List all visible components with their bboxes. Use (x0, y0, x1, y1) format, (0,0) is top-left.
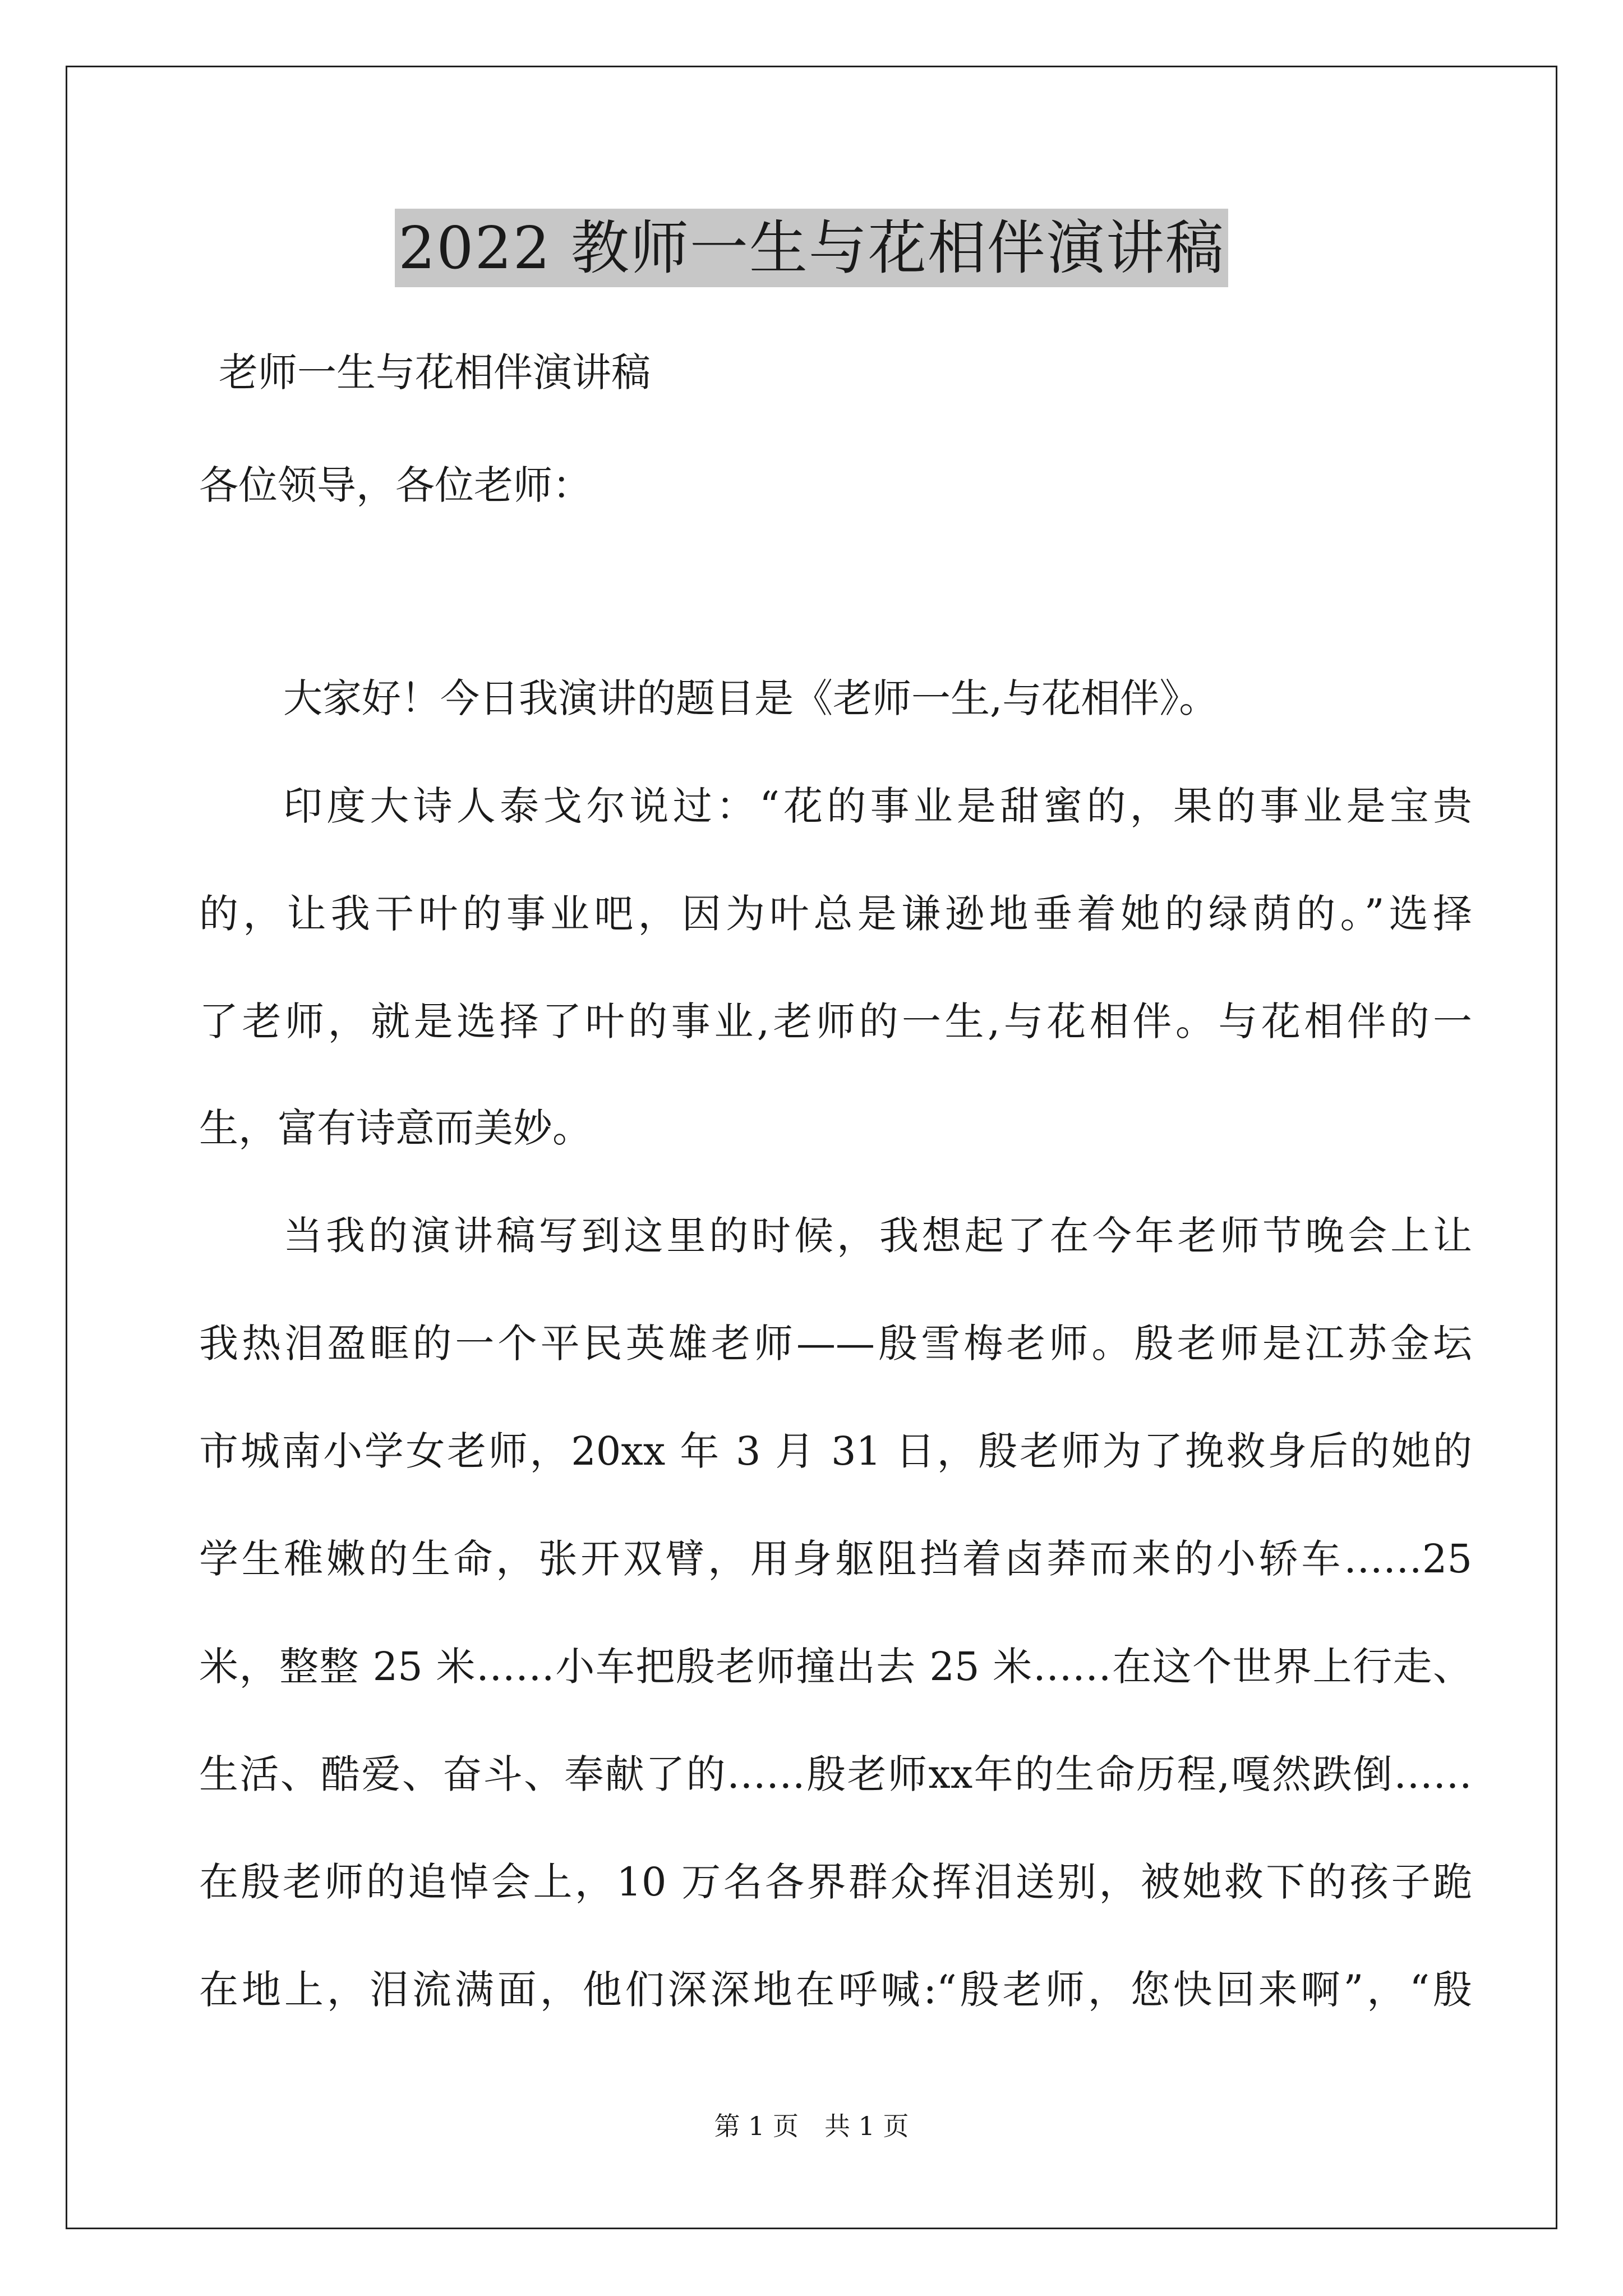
salutation: 各位领导，各位老师： (199, 462, 592, 508)
paragraph-3-line: 我热泪盈眶的一个平民英雄老师——殷雪梅老师。殷老师是江苏金坛 (199, 1320, 1472, 1366)
page-footer: 第 1 页 共 1 页 (714, 2111, 909, 2141)
paragraph-2-line: 生，富有诗意而美妙。 (199, 1105, 592, 1151)
paragraph-3-line: 在地上，泪流满面，他们深深地在呼喊:“殷老师，您快回来啊”，“殷 (199, 1967, 1472, 2013)
document-title: 2022 教师一生与花相伴演讲稿 (395, 209, 1228, 287)
paragraph-2-line: 的，让我干叶的事业吧，因为叶总是谦逊地垂着她的绿荫的。”选择 (199, 891, 1472, 937)
paragraph-3-line: 当我的演讲稿写到这里的时候，我想起了在今年老师节晚会上让 (283, 1213, 1472, 1259)
paragraph-3-line: 在殷老师的追悼会上，10 万名各界群众挥泪送别，被她救下的孩子跪 (199, 1859, 1472, 1905)
paragraph-3-line: 学生稚嫩的生命，张开双臂，用身躯阻挡着卤莽而来的小轿车……25 (199, 1536, 1472, 1582)
paragraph-2-line: 了老师，就是选择了叶的事业,老师的一生,与花相伴。与花相伴的一 (199, 999, 1472, 1045)
paragraph-2-line: 印度大诗人泰戈尔说过：“花的事业是甜蜜的，果的事业是宝贵 (283, 783, 1472, 829)
paragraph-3-line: 市城南小学女老师，20xx 年 3 月 31 日，殷老师为了挽救身后的她的 (199, 1428, 1472, 1474)
subtitle: 老师一生与花相伴演讲稿 (219, 349, 651, 395)
title-container (0, 209, 1623, 287)
paragraph-3-line: 米，整整 25 米……小车把殷老师撞出去 25 米……在这个世界上行走、 (199, 1644, 1472, 1690)
paragraph-3-line: 生活、酷爱、奋斗、奉献了的……殷老师xx年的生命历程,嘎然跌倒…… (199, 1751, 1472, 1797)
paragraph-1: 大家好！今日我演讲的题目是《老师一生,与花相伴》。 (283, 675, 1219, 721)
